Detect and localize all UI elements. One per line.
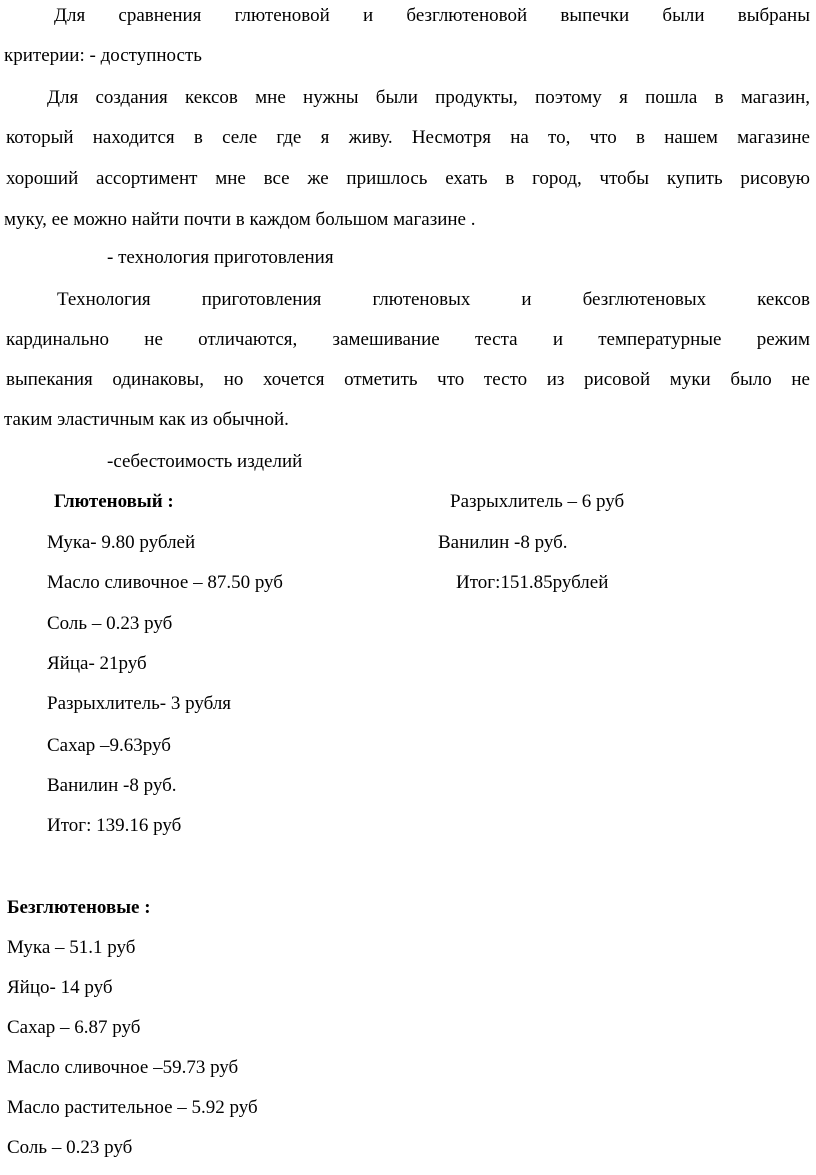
availability-line-1: Для создания кексов мне нужны были продукты, поэтому я пошла в магазин, <box>47 87 810 108</box>
gluten-item: Соль – 0.23 руб <box>47 613 173 634</box>
availability-line-4: муку, ее можно найти почти в каждом большом магазине . <box>4 209 476 230</box>
technology-line-4: таким эластичным как из обычной. <box>4 409 289 430</box>
gluten-item: Мука- 9.80 рублей <box>47 532 196 553</box>
gluten-free-item: Яйцо- 14 руб <box>7 977 113 998</box>
intro-line-1: Для сравнения глютеновой и безглютеновой выпечки были выбраны <box>54 5 810 26</box>
intro-line-2: критерии: - доступность <box>4 45 202 66</box>
gluten-free-title: Безглютеновые : <box>7 897 151 918</box>
gluten-item: Сахар –9.63руб <box>47 735 171 756</box>
gluten-item: Масло сливочное – 87.50 руб <box>47 572 283 593</box>
technology-line-2: кардинально не отличаются, замешивание теста и температурные режим <box>6 329 810 350</box>
gluten-total: Итог: 139.16 руб <box>47 815 182 836</box>
technology-line-3: выпекания одинаковы, но хочется отметить что тесто из рисовой муки было не <box>6 369 810 390</box>
right-column-item: Ванилин -8 руб. <box>438 532 568 553</box>
technology-line-1: Технология приготовления глютеновых и безглютеновых кексов <box>57 289 810 310</box>
gluten-free-item: Соль – 0.23 руб <box>7 1137 133 1158</box>
cost-heading: -себестоимость изделий <box>107 451 303 472</box>
gluten-item: Разрыхлитель- 3 рубля <box>47 693 232 714</box>
gluten-free-item: Сахар – 6.87 руб <box>7 1017 141 1038</box>
gluten-free-item: Масло сливочное –59.73 руб <box>7 1057 239 1078</box>
gluten-free-item: Масло растительное – 5.92 руб <box>7 1097 258 1118</box>
gluten-item: Ванилин -8 руб. <box>47 775 177 796</box>
gluten-free-item: Мука – 51.1 руб <box>7 937 136 958</box>
technology-heading: - технология приготовления <box>107 247 334 268</box>
availability-line-2: который находится в селе где я живу. Несмотря на то, что в нашем магазине <box>6 127 810 148</box>
availability-line-3: хороший ассортимент мне все же пришлось ехать в город, чтобы купить рисовую <box>6 168 810 189</box>
gluten-item: Яйца- 21руб <box>47 653 147 674</box>
gluten-title: Глютеновый : <box>54 491 174 512</box>
right-column-item: Разрыхлитель – 6 руб <box>450 491 625 512</box>
right-column-total: Итог:151.85рублей <box>456 572 609 593</box>
